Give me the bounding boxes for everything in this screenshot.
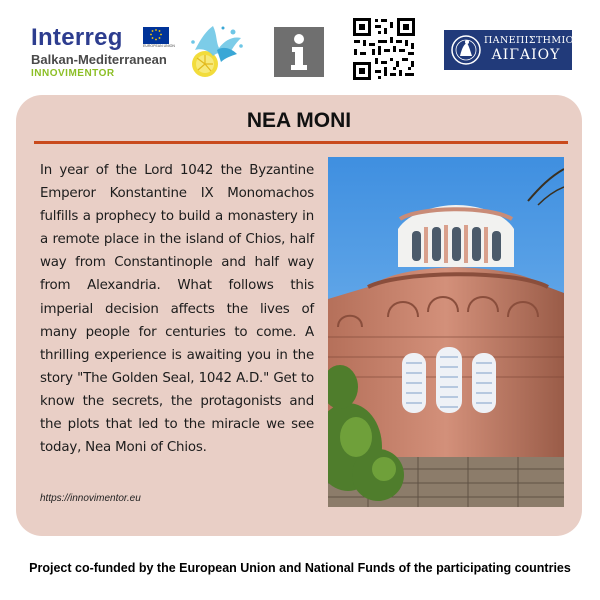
card-body-text: In year of the Lord 1042 the Byzantine Emperor Konstantine IX Monomachos fulfills a prophecy to build a monastery in a remote place in the island of Chios, half way from Constantinople and half way from Alexandria. What follows this imperial decision affects the lives of many people for centuries to come. A thrilling experience is awaiting you in the story "The Golden Seal, 1042 A.D." Get to know the secrets, the protagonists and the plots that led to the miracle we see today, Nea Moni of Chios.	[40, 163, 314, 456]
info-card	[16, 95, 582, 536]
qr-code-icon	[351, 16, 417, 82]
aegean-wordmark	[484, 35, 574, 63]
eu-caption: EUROPEAN UNION	[143, 44, 175, 48]
interreg-wordmark: Interreg	[31, 24, 123, 51]
aegean-line2: ΑΙΓΑΙΟΥ	[491, 47, 561, 63]
interreg-project-name: INNOVIMENTOR	[31, 68, 115, 79]
title-divider	[34, 141, 568, 144]
university-aegean-logo	[444, 30, 572, 70]
card-title: NEA MONI	[246, 109, 352, 132]
info-icon[interactable]	[274, 27, 324, 77]
monastery-photo	[328, 157, 564, 507]
eu-flag-icon	[143, 27, 169, 44]
aegean-line1: ΠΑΝΕΠΙΣΤΗΜΙΟ	[484, 35, 574, 46]
website-link[interactable]: https://innovimentor.eu	[40, 493, 141, 504]
splash-logo-icon	[183, 20, 249, 82]
funding-footer: Project co-funded by the European Union and National Funds of the participating countries	[29, 561, 571, 575]
aegean-emblem-icon	[450, 34, 482, 71]
interreg-region: Balkan-Mediterranean	[31, 52, 167, 67]
interreg-logo	[31, 26, 181, 78]
